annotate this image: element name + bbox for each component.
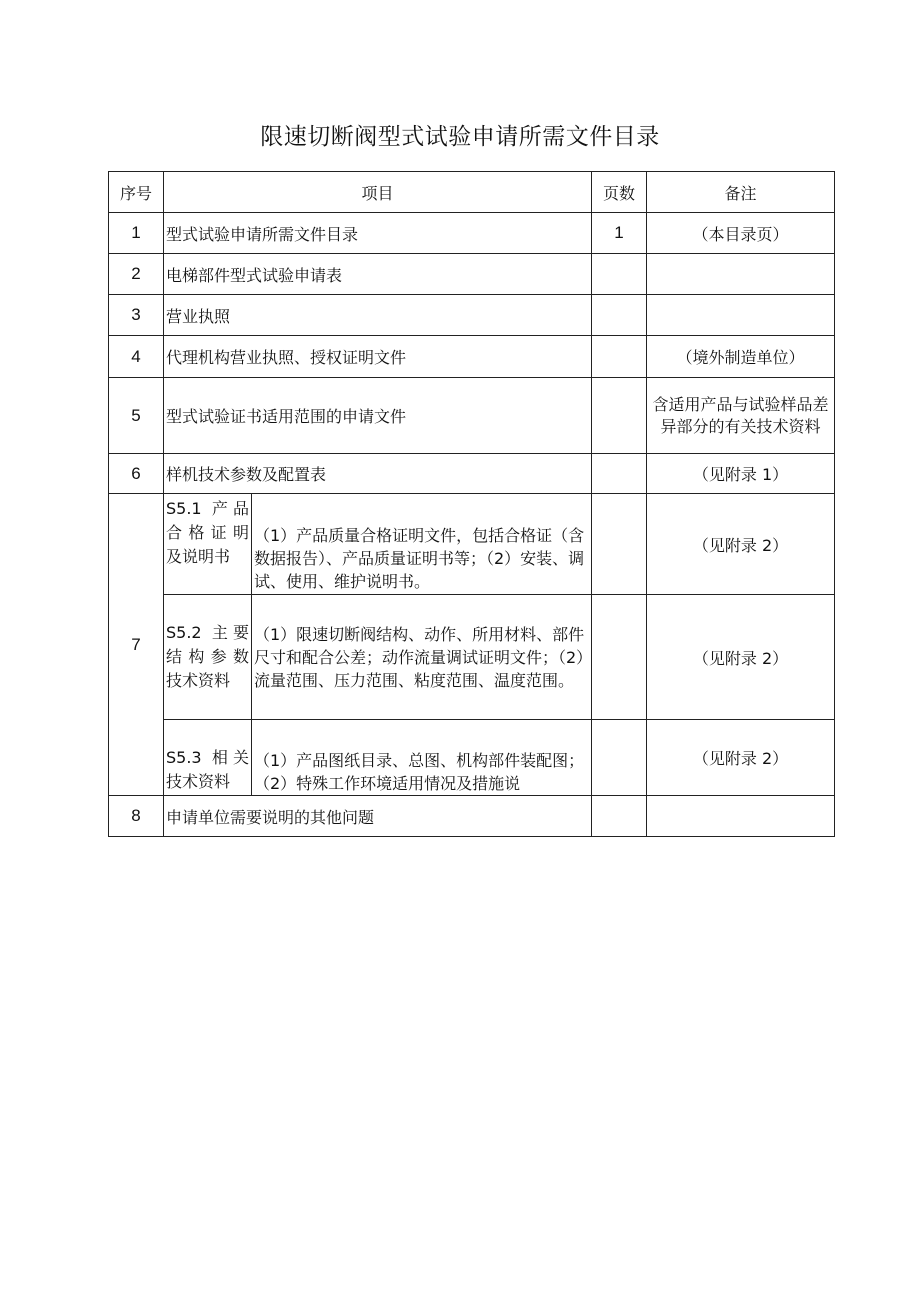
row-pages: 1 — [592, 213, 647, 254]
table-row — [109, 595, 835, 720]
row-remark: （见附录 2） — [647, 494, 835, 595]
row-no: 6 — [109, 454, 164, 494]
table-row — [109, 720, 835, 796]
row-pages — [592, 595, 647, 720]
row-remark: （见附录 1） — [647, 454, 835, 494]
row-pages — [592, 336, 647, 378]
header-item: 项目 — [164, 172, 592, 213]
table-row — [109, 454, 835, 494]
row-no: 3 — [109, 295, 164, 336]
row-item: 代理机构营业执照、授权证明文件 — [164, 336, 592, 378]
sub-item-label: S5.2 主要 结构参数 技术资料 — [164, 595, 252, 720]
table-row — [109, 213, 835, 254]
sub-item-label: S5.1 产品 合格证明 及说明书 — [164, 494, 252, 595]
row-no: 1 — [109, 213, 164, 254]
table-row — [109, 796, 835, 837]
row-no: 2 — [109, 254, 164, 295]
document-catalog-table — [108, 171, 835, 837]
row-remark — [647, 295, 835, 336]
row-pages — [592, 295, 647, 336]
header-remark: 备注 — [647, 172, 835, 213]
row-remark: （境外制造单位） — [647, 336, 835, 378]
row-remark — [647, 796, 835, 837]
document-title: 限速切断阀型式试验申请所需文件目录 — [260, 124, 660, 150]
row-item: 电梯部件型式试验申请表 — [164, 254, 592, 295]
row-pages — [592, 254, 647, 295]
row-pages — [592, 720, 647, 796]
row-pages — [592, 796, 647, 837]
table-row — [109, 336, 835, 378]
row-item: 申请单位需要说明的其他问题 — [164, 796, 592, 837]
table-row — [109, 378, 835, 454]
row-pages — [592, 378, 647, 454]
header-no: 序号 — [109, 172, 164, 213]
row-no: 8 — [109, 796, 164, 837]
row-remark: （见附录 2） — [647, 595, 835, 720]
row-item: 营业执照 — [164, 295, 592, 336]
table-header-row — [109, 172, 835, 213]
table-row — [109, 295, 835, 336]
row-remark: （见附录 2） — [647, 720, 835, 796]
row-pages — [592, 454, 647, 494]
sub-item-label: S5.3 相关 技术资料 — [164, 720, 252, 796]
table-row — [109, 254, 835, 295]
sub-item-detail: （1）产品图纸目录、总图、机构部件装配图；（2）特殊工作环境适用情况及措施说 — [252, 720, 592, 796]
sub-item-detail: （1）产品质量合格证明文件，包括合格证（含数据报告）、产品质量证明书等；（2）安装、调试、使用、维护说明书。 — [252, 494, 592, 595]
row-item: 样机技术参数及配置表 — [164, 454, 592, 494]
row-pages — [592, 494, 647, 595]
row-remark — [647, 254, 835, 295]
row-item: 型式试验证书适用范围的申请文件 — [164, 378, 592, 454]
header-pages: 页数 — [592, 172, 647, 213]
sub-item-detail: （1）限速切断阀结构、动作、所用材料、部件尺寸和配合公差；动作流量调试证明文件；（2）流量范围、压力范围、粘度范围、温度范围。 — [252, 595, 592, 720]
row-item: 型式试验申请所需文件目录 — [164, 213, 592, 254]
row-no: 7 — [109, 494, 164, 796]
table-row — [109, 494, 835, 595]
row-no: 5 — [109, 378, 164, 454]
row-remark: 含适用产品与试验样品差异部分的有关技术资料 — [647, 378, 835, 454]
row-remark: （本目录页） — [647, 213, 835, 254]
row-no: 4 — [109, 336, 164, 378]
